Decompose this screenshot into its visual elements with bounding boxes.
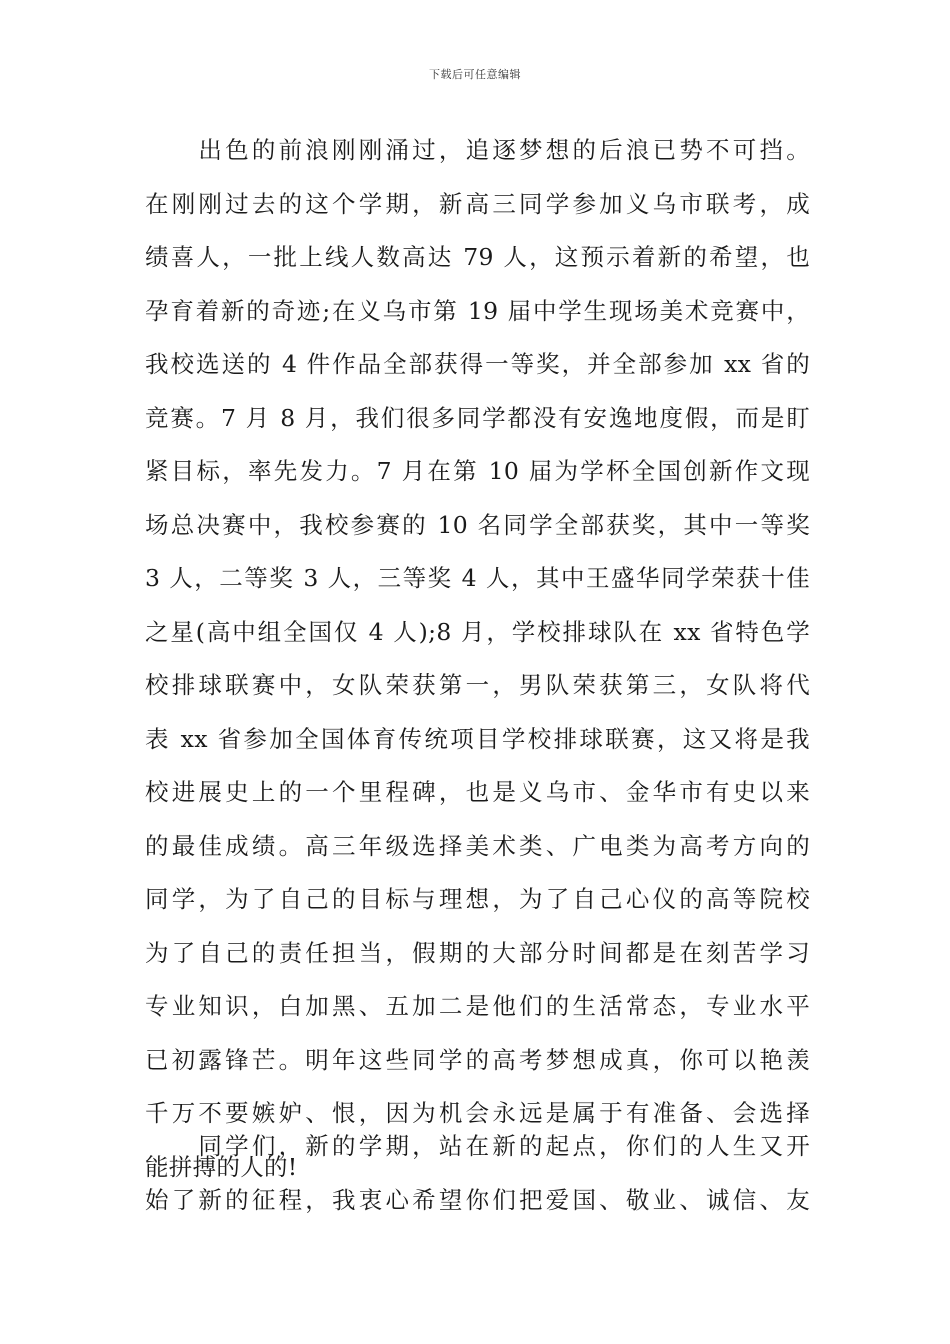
text-line: 始了新的征程，我衷心希望你们把爱国、敬业、诚信、友	[145, 1185, 810, 1214]
text-line: 专业知识，白加黑、五加二是他们的生活常态，专业水平	[145, 992, 810, 1020]
text-line: 表 xx 省参加全国体育传统项目学校排球联赛，这又将是我	[145, 724, 810, 753]
text-line: 已初露锋芒。明年这些同学的高考梦想成真，你可以艳羡	[145, 1045, 810, 1074]
paragraph-2	[145, 1120, 810, 1227]
text-line: 紧目标，率先发力。7 月在第 10 届为学杯全国创新作文现	[145, 457, 810, 485]
text-line: 的最佳成绩。高三年级选择美术类、广电类为高考方向的	[145, 831, 810, 860]
text-line: 孕育着新的奇迹;在义乌市第 19 届中学生现场美术竞赛中，	[145, 296, 810, 325]
text-line: 绩喜人，一批上线人数高达 79 人，这预示着新的希望，也	[145, 243, 810, 271]
text-line: 同学，为了自己的目标与理想，为了自己心仪的高等院校	[145, 885, 810, 913]
text-line: 竞赛。7 月 8 月，我们很多同学都没有安逸地度假，而是盯	[145, 403, 810, 432]
text-line: 校进展史上的一个里程碑，也是义乌市、金华市有史以来	[145, 778, 810, 806]
text-line: 之星(高中组全国仅 4 人);8 月，学校排球队在 xx 省特色学	[145, 617, 810, 646]
text-line: 校排球联赛中，女队荣获第一，男队荣获第三，女队将代	[145, 671, 810, 699]
text-line: 场总决赛中，我校参赛的 10 名同学全部获奖，其中一等奖	[145, 510, 810, 539]
paragraph-1	[145, 124, 810, 1194]
text-line: 3 人，二等奖 3 人，三等奖 4 人，其中王盛华同学荣获十佳	[145, 564, 810, 592]
text-line: 同学们，新的学期，站在新的起点，你们的人生又开	[145, 1132, 810, 1160]
text-line: 出色的前浪刚刚涌过，追逐梦想的后浪已势不可挡。	[145, 136, 810, 164]
text-line: 能拼搏的人的!	[145, 1152, 298, 1181]
text-line: 千万不要嫉妒、恨，因为机会永远是属于有准备、会选择	[145, 1099, 810, 1127]
text-line: 在刚刚过去的这个学期，新高三同学参加义乌市联考，成	[145, 189, 810, 218]
page-header-note: 下载后可任意编辑	[429, 68, 521, 81]
text-line: 为了自己的责任担当，假期的大部分时间都是在刻苦学习	[145, 938, 810, 967]
text-line: 我校选送的 4 件作品全部获得一等奖，并全部参加 xx 省的	[145, 350, 810, 378]
